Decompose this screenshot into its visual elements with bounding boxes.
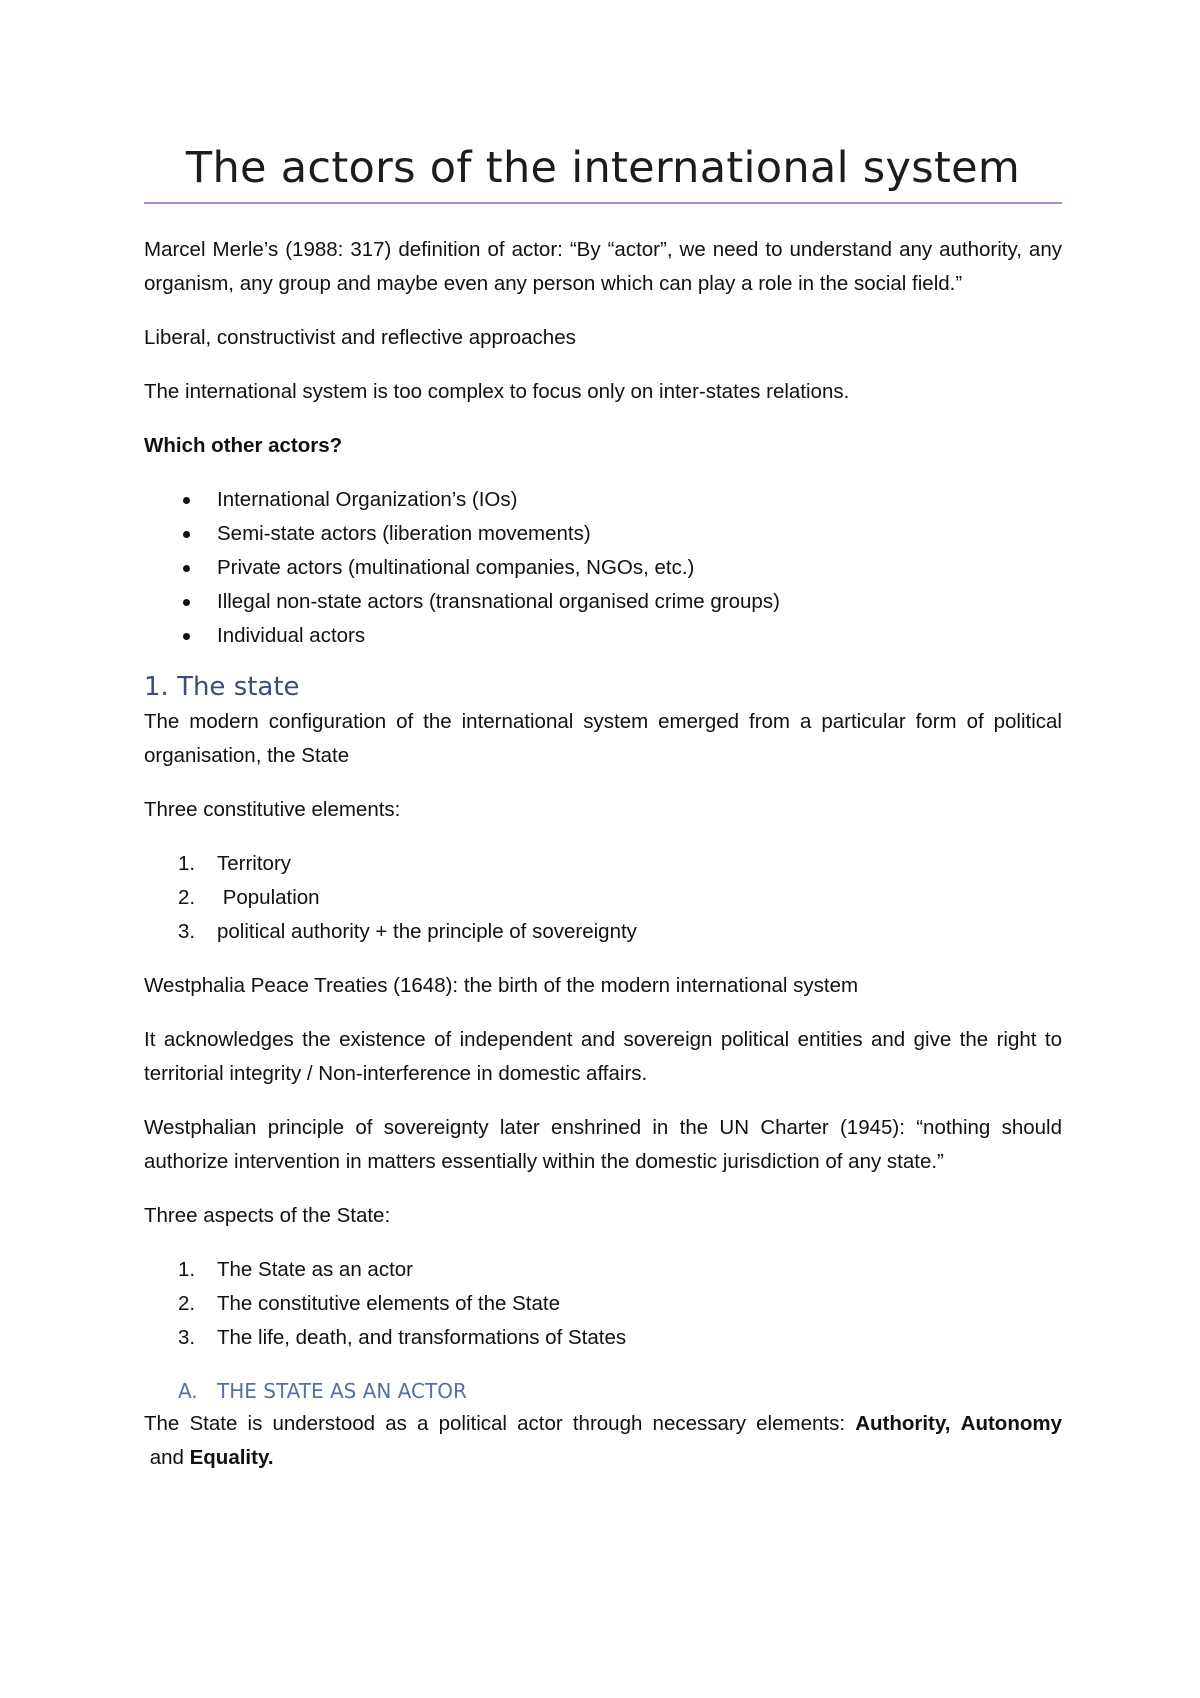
- list-number: 3.: [178, 920, 196, 943]
- list-item-text: The State as an actor: [217, 1258, 414, 1281]
- subsection-letter: A.: [178, 1379, 198, 1403]
- list-item-text: Territory: [217, 852, 292, 875]
- list-number: 1.: [178, 852, 196, 875]
- list-item: [144, 619, 1062, 653]
- list-item-text: The constitutive elements of the State: [217, 1292, 560, 1315]
- modern-configuration-paragraph: The modern configuration of the international system emerged from a particular form of political organisation, the State: [144, 710, 1062, 767]
- constitutive-elements-intro: Three constitutive elements:: [144, 798, 401, 821]
- bullet-icon: [183, 633, 190, 640]
- bullet-icon: [183, 531, 190, 538]
- section-heading-the-state: 1. The state: [144, 672, 300, 702]
- subsection-heading-state-as-actor: [144, 1375, 1062, 1407]
- list-item-text: Population: [217, 886, 320, 909]
- complexity-paragraph: The international system is too complex to focus only on inter-states relations.: [144, 380, 850, 403]
- authority-term: Authority,: [855, 1412, 951, 1435]
- document-title: The actors of the international system: [185, 143, 1021, 193]
- list-item: [144, 915, 1062, 949]
- paragraph-text: The State is understood as a political actor through necessary elements:: [144, 1412, 856, 1435]
- which-actors-heading: Which other actors?: [144, 434, 343, 457]
- un-charter-paragraph: Westphalian principle of sovereignty later enshrined in the UN Charter (1945): “nothing should authorize intervention in matters essentially within the domestic jurisdiction of any state.”: [144, 1116, 1062, 1173]
- bullet-icon: [183, 599, 190, 606]
- list-item-text: Individual actors: [217, 624, 366, 647]
- equality-term: Equality.: [189, 1446, 274, 1469]
- list-item: [144, 847, 1062, 881]
- westphalia-paragraph: Westphalia Peace Treaties (1648): the birth of the modern international system: [144, 974, 859, 997]
- list-item: [144, 517, 1062, 551]
- bullet-icon: [183, 565, 190, 572]
- document-body: [144, 233, 1062, 1495]
- list-item: [144, 1253, 1062, 1287]
- three-aspects-intro: Three aspects of the State:: [144, 1204, 391, 1227]
- bullet-icon: [183, 497, 190, 504]
- list-item: [144, 1287, 1062, 1321]
- list-number: 2.: [178, 1292, 196, 1315]
- list-item: [144, 483, 1062, 517]
- constitutive-elements-list: [144, 847, 1062, 949]
- merle-definition-paragraph: Marcel Merle’s (1988: 317) definition of actor: “By “actor”, we need to understand any authority, any organism, any group and maybe even any person which can play a role in the social field.”: [144, 238, 1062, 295]
- state-political-actor-paragraph: [144, 1407, 1062, 1475]
- list-number: 3.: [178, 1326, 196, 1349]
- subsection-title: THE STATE AS AN ACTOR: [217, 1379, 467, 1403]
- approaches-paragraph: Liberal, constructivist and reflective approaches: [144, 326, 576, 349]
- list-item-text: International Organization’s (IOs): [217, 488, 518, 511]
- list-item-text: Private actors (multinational companies, NGOs, etc.): [217, 556, 695, 579]
- other-actors-list: [144, 483, 1062, 653]
- list-item-text: The life, death, and transformations of States: [217, 1326, 627, 1349]
- list-item-text: Illegal non-state actors (transnational organised crime groups): [217, 590, 780, 613]
- state-aspects-list: [144, 1253, 1062, 1355]
- list-number: 1.: [178, 1258, 196, 1281]
- list-item: [144, 881, 1062, 915]
- and-word: and: [144, 1446, 190, 1469]
- list-number: 2.: [178, 886, 196, 909]
- list-item: [144, 585, 1062, 619]
- list-item: [144, 1321, 1062, 1355]
- autonomy-term: Autonomy: [960, 1412, 1062, 1435]
- list-item-text: political authority + the principle of sovereignty: [217, 920, 637, 943]
- list-item-text: Semi-state actors (liberation movements): [217, 522, 591, 545]
- title-underline: [144, 202, 1062, 204]
- acknowledges-paragraph: It acknowledges the existence of independent and sovereign political entities and give the right to territorial integrity / Non-interference in domestic affairs.: [144, 1028, 1062, 1085]
- list-item: [144, 551, 1062, 585]
